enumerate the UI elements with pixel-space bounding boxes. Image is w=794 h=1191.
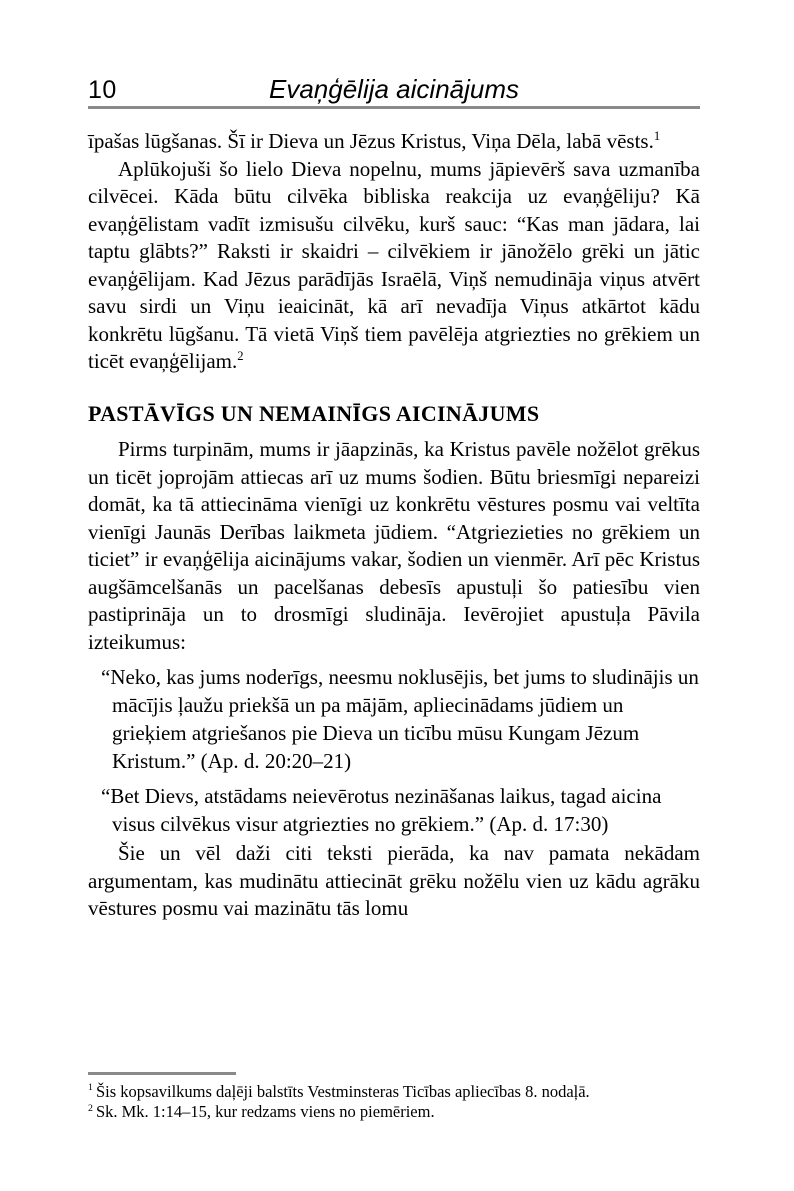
page-body — [88, 128, 700, 923]
footnote-2-text: Sk. Mk. 1:14–15, kur redzams viens no piemēriem. — [95, 1102, 435, 1121]
footnote-reference-2: 2 — [237, 349, 244, 363]
footnote-2-marker: 2 — [88, 1102, 93, 1114]
header-rule — [88, 106, 700, 109]
scripture-quote-2: “Bet Dievs, atstādams neievērotus nezināšanas laikus, tagad aicina visus cilvēkus visur atgriezties no grēkiem.” (Ap. d. 17:30) — [101, 784, 662, 836]
page-header — [88, 74, 700, 106]
paragraph: Šie un vēl daži citi teksti pierāda, ka nav pamata nekādam argumentam, kas mudinātu attiecināt grēku nožēlu vien uz kādu agrāku vēstures posmu vai mazinātu tās lomu — [88, 841, 700, 920]
running-title: Evaņģēlija aicinājums — [268, 74, 520, 104]
footnote-1-marker: 1 — [88, 1082, 93, 1093]
scripture-quote-1: “Neko, kas jums noderīgs, neesmu noklusējis, bet jums to sludinājis un mācījis ļaužu priekšā un pa mājām, apliecinādams jūdiem un grieķiem atgriešanos pie Dieva un ticību mūsu Kungam Jēzum Kristum.” (Ap. d. 20:20–21) — [101, 665, 699, 773]
paragraph-text: īpašas lūgšanas. Šī ir Dieva un Jēzus Kristus, Viņa Dēla, labā vēsts. — [88, 129, 654, 153]
page-number: 10 — [88, 76, 117, 104]
footnote-rule — [88, 1072, 236, 1075]
paragraph: Pirms turpinām, mums ir jāapzinās, ka Kristus pavēle nožēlot grēkus un ticēt joprojām attiecas arī uz mums šodien. Būtu briesmīgi nepareizi domāt, ka tā attiecināma vienīgi uz konkrētu vēstures posmu vai veltīta vienīgi Jaunās Derības laikmeta jūdiem. “Atgriezieties no grēkiem un ticiet” ir evaņģēlija aicinājums vakar, šodien un vienmēr. Arī pēc Kristus augšāmcelšanās un pacelšanas debesīs apustuļi šo patiesību vien pastiprināja un to drosmīgi sludināja. Ievērojiet apustuļa Pāvila izteikumus: — [88, 437, 700, 654]
paragraph — [88, 156, 700, 376]
footnote-1-text: Šis kopsavilkums daļēji balstīts Vestminsteras Ticības apliecības 8. nodaļā. — [95, 1081, 590, 1101]
section-heading: PASTĀVĪGS UN NEMAINĪGS AICINĀJUMS — [88, 400, 540, 426]
footnote-1 — [88, 1082, 700, 1103]
footnote-reference-1: 1 — [653, 129, 661, 143]
footnote-2 — [88, 1102, 700, 1123]
footnote-area — [88, 1072, 700, 1123]
paragraph-continuation — [88, 128, 700, 156]
paragraph-text: Aplūkojuši šo lielo Dieva nopelnu, mums jāpievērš sava uzmanība cilvēcei. Kāda būtu cilvēka bibliska reakcija uz evaņģēliju? Kā evaņģēlistam vadīt izmisušu cilvēku, kurš sauc: “Kas man jādara, lai taptu glābts?” Raksti ir skaidri – cilvēkiem ir jānožēlo grēki un jātic evaņģēlijam. Kad Jēzus parādījās Israēlā, Viņš nemudināja viņus atvērt savu sirdi un Viņu ieaicināt, kā arī nevadīja Viņus atkārtot kādu konkrētu lūgšanu. Tā vietā Viņš tiem pavēlēja atgriezties no grēkiem un ticēt evaņģēlijam. — [88, 156, 700, 373]
